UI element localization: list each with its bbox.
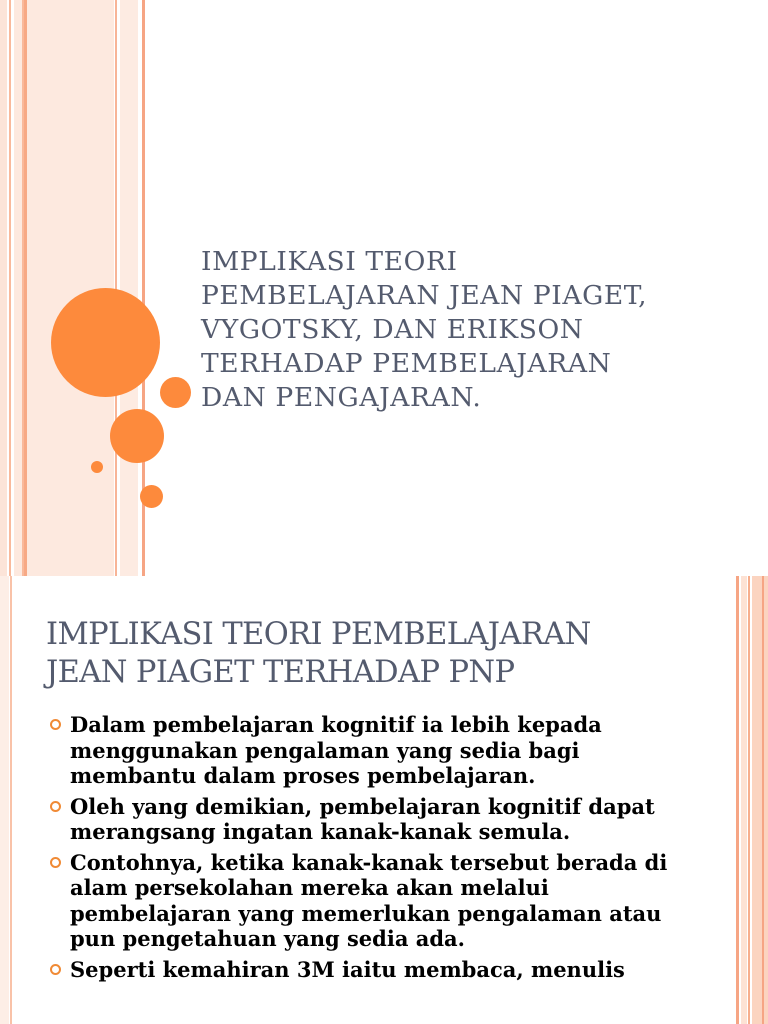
- decorative-circle: [51, 288, 160, 397]
- bullet-circle-icon: [50, 801, 61, 812]
- bullet-text: Dalam pembelajaran kognitif ia lebih kepada menggunakan pengalaman yang sedia bagi membantu dalam proses pembelajaran.: [70, 712, 602, 788]
- bullet-circle-icon: [50, 719, 61, 730]
- bullet-circle-icon: [50, 964, 61, 975]
- list-item: [46, 850, 686, 952]
- bullet-text: Oleh yang demikian, pembelajaran kognitif dapat merangsang ingatan kanak-kanak semula.: [70, 793, 655, 844]
- slide-heading: IMPLIKASI TEORI PEMBELAJARAN JEAN PIAGET TERHADAP PNP: [46, 617, 591, 690]
- decorative-stripe: [120, 0, 138, 576]
- slide-title: IMPLIKASI TEORI PEMBELAJARAN JEAN PIAGET, VYGOTSKY, DAN ERIKSON TERHADAP PEMBELAJARAN DAN PENGAJARAN.: [201, 246, 648, 413]
- decorative-stripe: [741, 576, 747, 1024]
- decorative-circle: [91, 461, 103, 473]
- decorative-stripe: [752, 576, 768, 1024]
- decorative-line: [9, 0, 11, 576]
- list-item: [46, 957, 686, 983]
- content-slide: [0, 576, 768, 1024]
- bullet-text: Contohnya, ketika kanak-kanak tersebut berada di alam persekolahan mereka akan melalui pembelajaran yang memerlukan pengalaman atau pun pengetahuan yang sedia ada.: [70, 849, 668, 951]
- decorative-stripe: [0, 0, 7, 576]
- decorative-line: [748, 576, 750, 1024]
- bullet-text: Seperti kemahiran 3M iaitu membaca, menulis: [70, 956, 625, 982]
- list-item: [46, 794, 686, 845]
- list-item: [46, 712, 686, 789]
- decorative-stripe: [0, 576, 9, 1024]
- bullet-list: [46, 712, 686, 987]
- bullet-circle-icon: [50, 857, 61, 868]
- decorative-circle: [160, 377, 191, 408]
- decorative-line: [736, 576, 739, 1024]
- decorative-line: [10, 576, 12, 1024]
- decorative-circle: [140, 485, 163, 508]
- decorative-circle: [110, 409, 164, 463]
- decorative-line: [762, 576, 764, 1024]
- decorative-line: [24, 0, 27, 576]
